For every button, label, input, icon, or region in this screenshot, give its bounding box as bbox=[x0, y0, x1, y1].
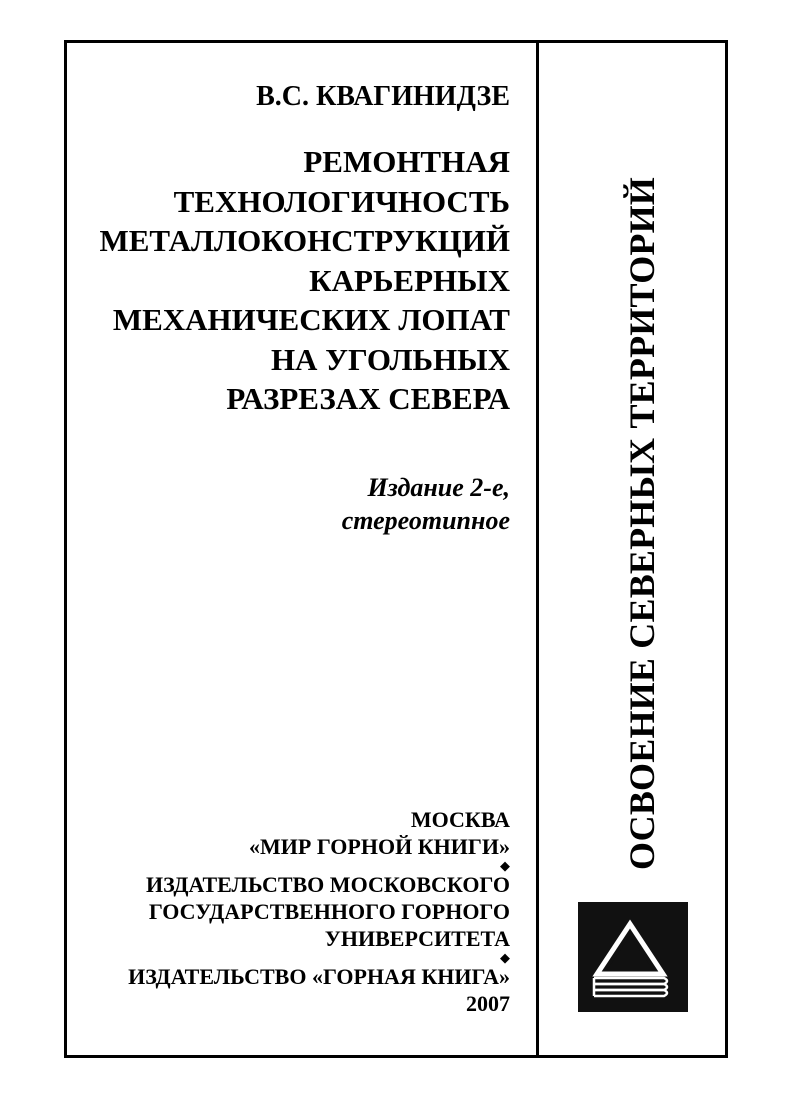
edition-info bbox=[342, 471, 510, 537]
title-line: МЕТАЛЛОКОНСТРУКЦИЙ bbox=[99, 223, 510, 258]
title-line: РАЗРЕЗАХ СЕВЕРА bbox=[226, 381, 510, 416]
diamond-separator-icon: ◆ bbox=[500, 858, 510, 873]
publisher-name-3: ИЗДАТЕЛЬСТВО «ГОРНАЯ КНИГА» bbox=[128, 964, 510, 989]
column-divider bbox=[536, 40, 539, 1058]
publisher-name-2-line: УНИВЕРСИТЕТА bbox=[324, 926, 510, 951]
edition-line: Издание 2-е, bbox=[367, 473, 510, 502]
publisher-name-1: «МИР ГОРНОЙ КНИГИ» bbox=[249, 834, 510, 859]
title-line: ТЕХНОЛОГИЧНОСТЬ bbox=[173, 183, 510, 219]
diamond-separator-icon: ◆ bbox=[500, 950, 510, 965]
title-line: МЕХАНИЧЕСКИХ ЛОПАТ bbox=[112, 302, 510, 337]
publisher-name-2-line: ИЗДАТЕЛЬСТВО МОСКОВСКОГО bbox=[146, 872, 510, 897]
title-line: РЕМОНТНАЯ bbox=[303, 144, 510, 179]
series-title: ОСВОЕНИЕ СЕВЕРНЫХ ТЕРРИТОРИЙ bbox=[622, 177, 662, 870]
publisher-city: МОСКВА bbox=[410, 807, 510, 832]
publisher-block bbox=[128, 806, 510, 1017]
book-triangle-logo-icon bbox=[578, 902, 688, 1012]
book-title bbox=[100, 142, 511, 419]
publisher-name-2-line: ГОСУДАРСТВЕННОГО ГОРНОГО bbox=[148, 899, 510, 924]
title-line: НА УГОЛЬНЫХ bbox=[270, 341, 510, 377]
author-name: В.С. КВАГИНИДЗЕ bbox=[256, 81, 510, 112]
publication-year: 2007 bbox=[466, 991, 510, 1016]
edition-line: стереотипное bbox=[341, 506, 510, 535]
title-line: КАРЬЕРНЫХ bbox=[309, 262, 510, 298]
